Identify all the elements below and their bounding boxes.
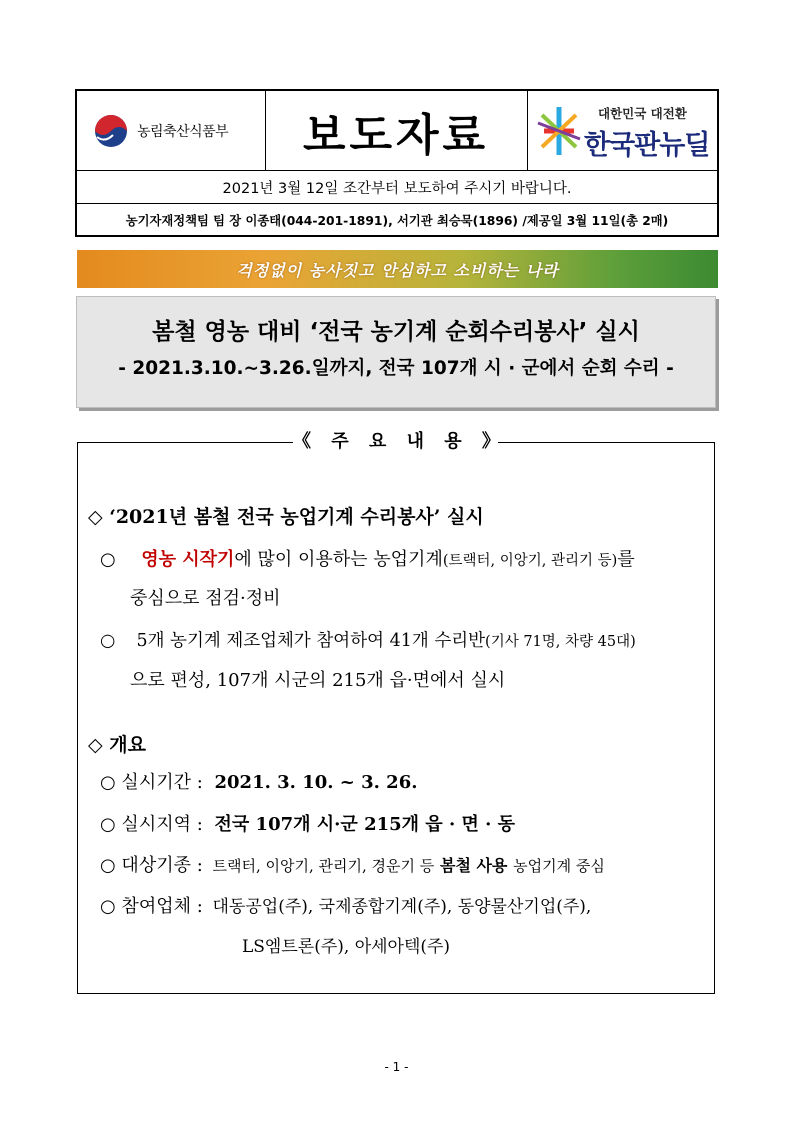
bullet1-emphasis: 영농 시작기	[141, 549, 235, 570]
period-label: ○ 실시기간 :	[100, 772, 203, 793]
slogan-text: 걱정없이 농사짓고 안심하고 소비하는 나라	[236, 260, 559, 280]
ministry-emblem-icon	[91, 113, 131, 149]
header-logo-row	[77, 91, 717, 171]
region-value: 전국 107개 시·군 215개 읍 · 면 · 동	[214, 814, 516, 835]
bullet1-tail: 를	[617, 549, 635, 570]
region-label: ○ 실시지역 :	[100, 814, 203, 835]
period-value: 2021. 3. 10. ~ 3. 26.	[214, 772, 418, 793]
target-tail: 농업기계 중심	[513, 857, 605, 875]
target-value: 트랙터, 이앙기, 관리기, 경운기 등	[212, 857, 435, 875]
bullet2-text: 5개 농기계 제조업체가 참여하여 41개 수리반	[136, 631, 486, 651]
section1-heading: ◇ ‘2021년 봄철 전국 농업기계 수리봉사’ 실시	[88, 506, 484, 528]
overview-target-machines	[100, 851, 605, 877]
participants-value: 대동공업(주), 국제종합기계(주), 동양물산기업(주),	[212, 897, 592, 917]
overview-region	[100, 810, 515, 836]
newdeal-tagline: 대한민국 대전환	[598, 106, 687, 121]
overview-period	[100, 768, 418, 794]
overview-participants	[100, 892, 591, 918]
bullet-mark: ○	[100, 631, 116, 651]
newdeal-logo-icon	[536, 103, 582, 159]
page-number: - 1 -	[384, 1060, 409, 1074]
newdeal-logo-cell	[528, 91, 717, 170]
section1-bullet2-line2: 으로 편성, 107개 시군의 215개 읍·면에서 실시	[130, 670, 506, 691]
bullet-mark: ○	[100, 549, 116, 570]
target-label: ○ 대상기종 :	[100, 855, 203, 876]
section1-bullet1	[100, 545, 635, 571]
bullet2-detail: (기사 71명, 차량 45대)	[485, 634, 636, 650]
ministry-name: 농림축산식품부	[137, 124, 229, 140]
press-release-title-cell	[265, 91, 528, 170]
slogan-banner	[77, 250, 718, 288]
headline-box	[76, 296, 716, 408]
participants-label: ○ 참여업체 :	[100, 896, 203, 917]
participants-line2: LS엠트론(주), 아세아텍(주)	[242, 937, 451, 957]
embargo-notice: 2021년 3월 12일 조간부터 보도하여 주시기 바랍니다.	[77, 171, 717, 204]
headline-title: 봄철 영농 대비 ‘전국 농기계 순회수리봉사’ 실시	[152, 319, 640, 345]
target-emphasis: 봄철 사용	[439, 856, 508, 875]
bullet1-text: 에 많이 이용하는 농업기계	[234, 549, 443, 570]
bullet1-examples: (트랙터, 이앙기, 관리기 등)	[442, 553, 618, 569]
press-release-title: 보도자료	[302, 109, 489, 161]
summary-title: 《 주 요 내 용 》	[293, 429, 498, 455]
section1-bullet2	[100, 627, 636, 652]
newdeal-brand: 한국판뉴딜	[584, 130, 710, 161]
section1-bullet1-line2: 중심으로 점검·정비	[130, 588, 281, 609]
ministry-logo-cell	[77, 91, 266, 170]
headline-subtitle: - 2021.3.10.~3.26.일까지, 전국 107개 시 · 군에서 순회 수리 -	[118, 358, 674, 379]
contact-info: 농기자재정책팀 팀 장 이종태(044-201-1891), 서기관 최승묵(1896) /제공일 3월 11일(총 2매)	[125, 213, 669, 228]
press-header-table	[75, 89, 719, 237]
section2-heading: ◇ 개요	[88, 734, 146, 756]
